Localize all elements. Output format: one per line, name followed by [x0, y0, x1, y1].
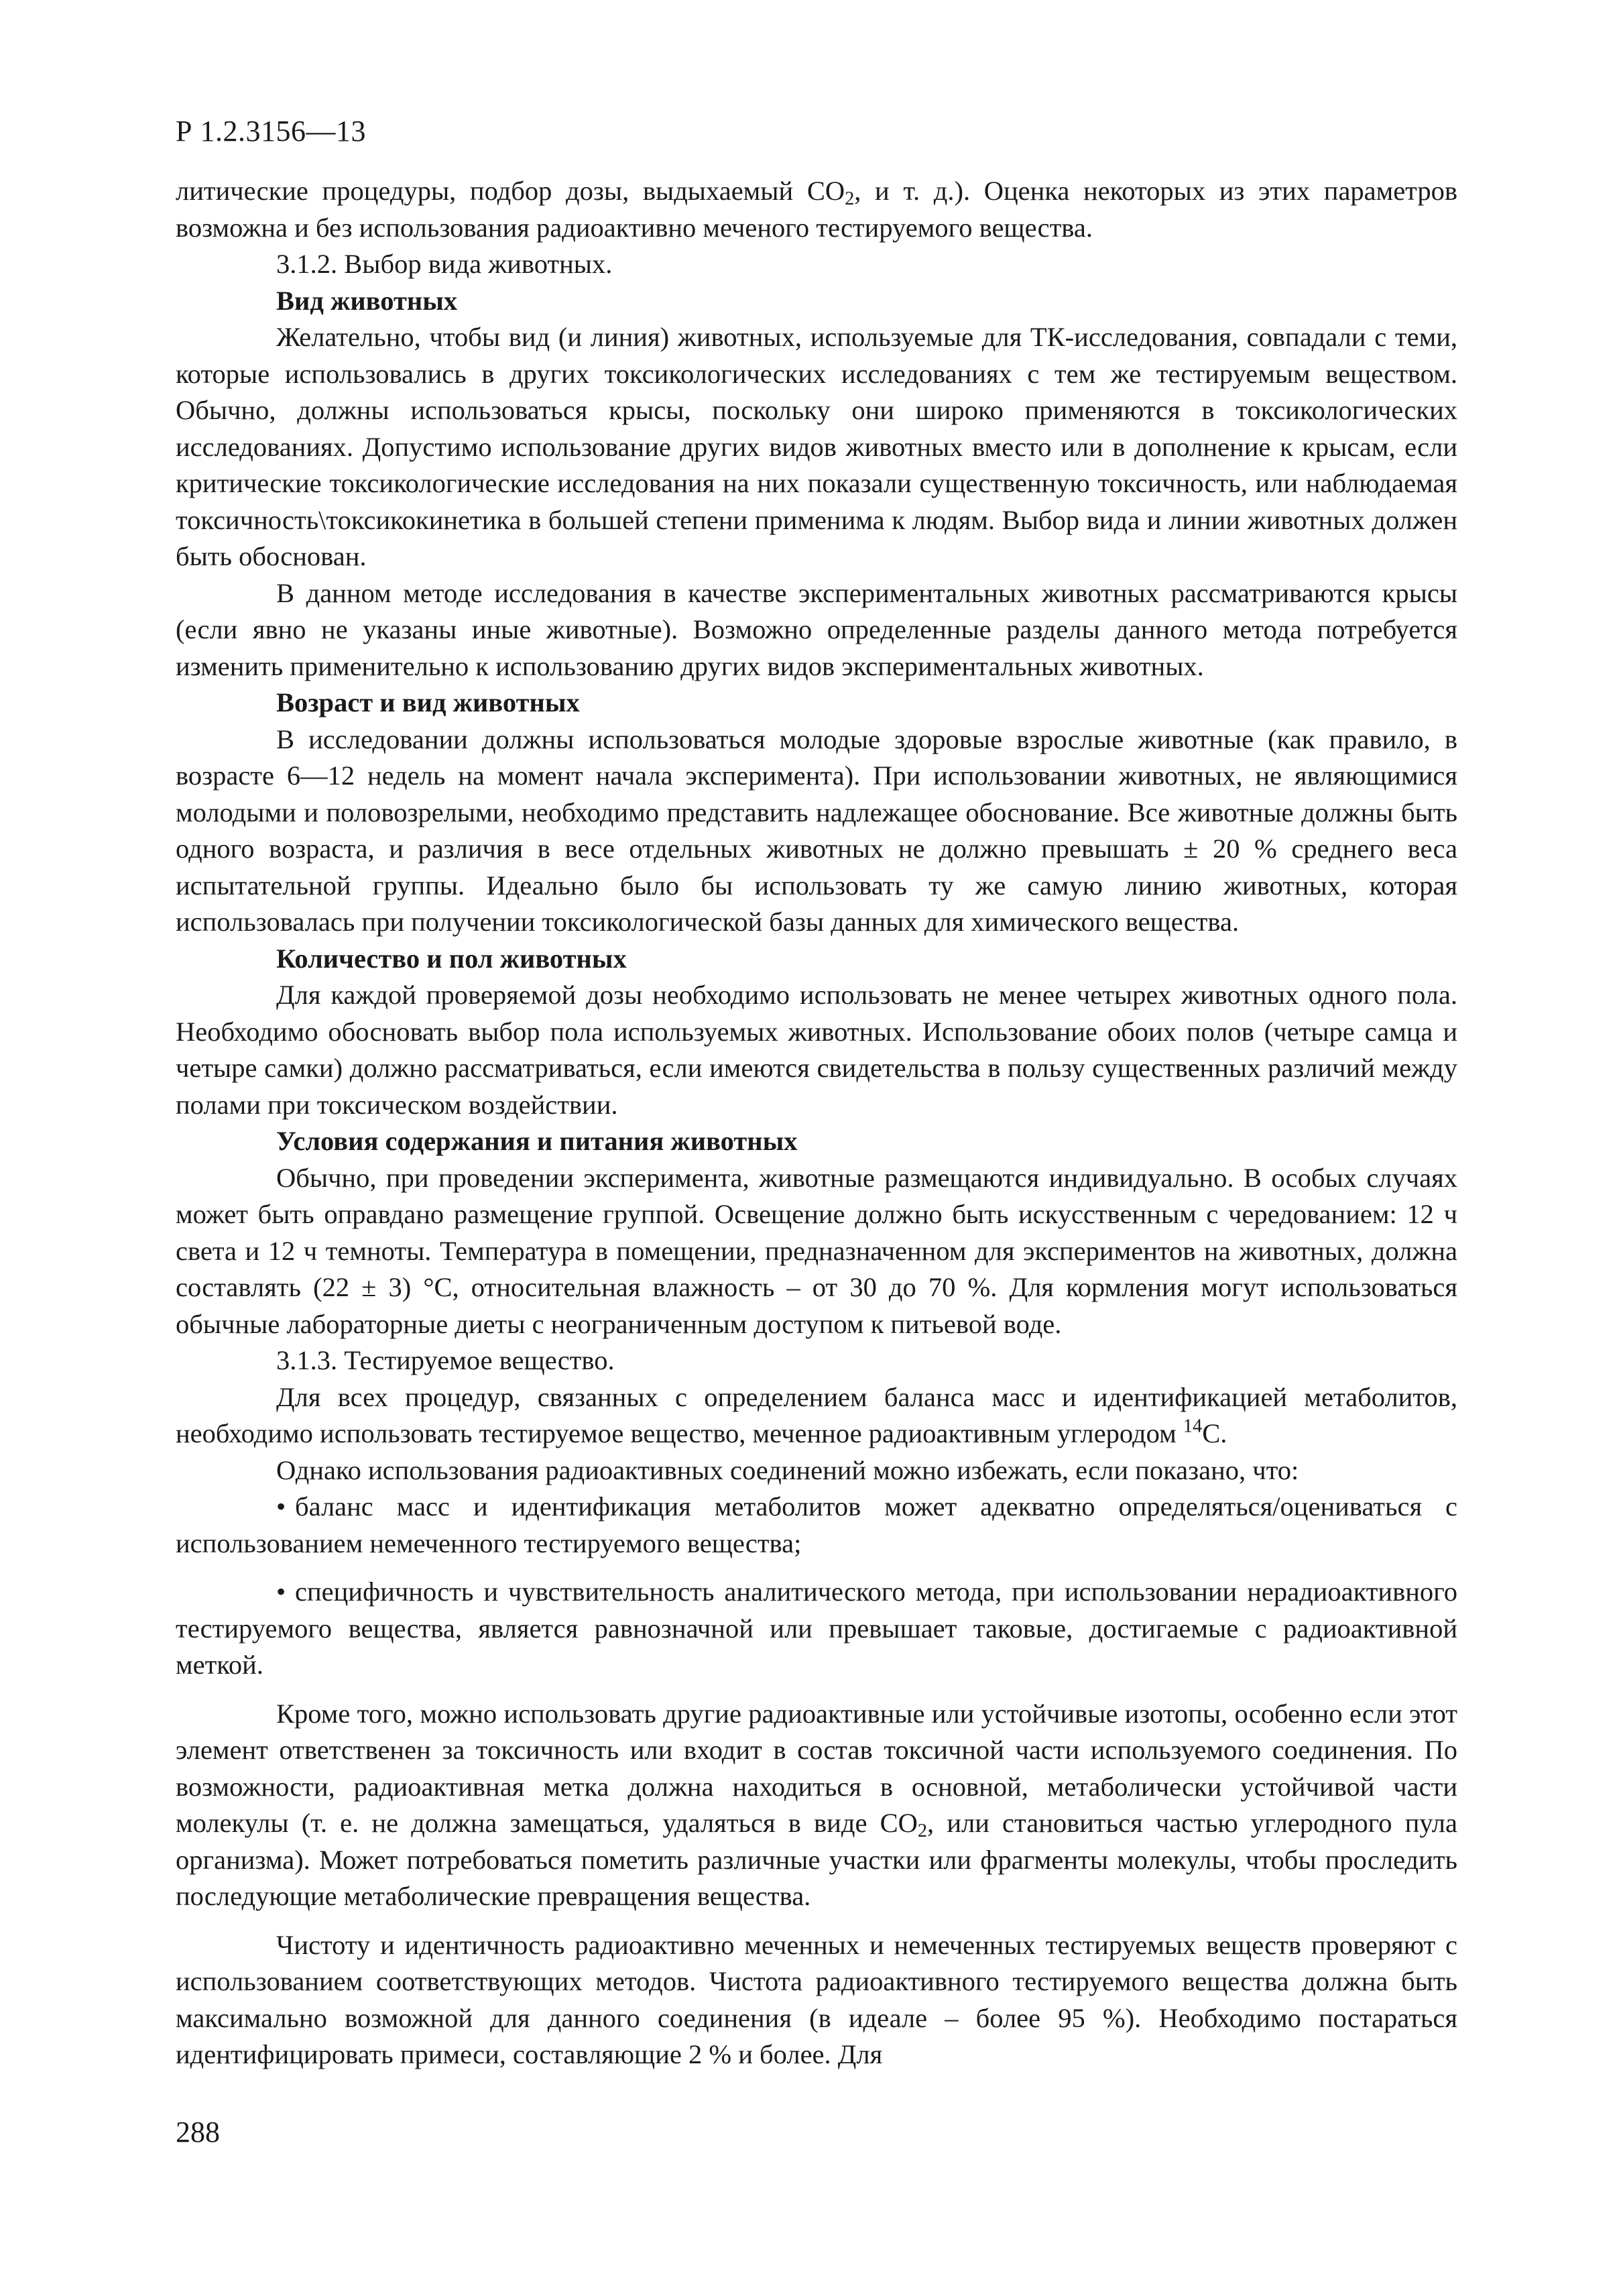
- heading-housing: Условия содержания и питания животных: [276, 1126, 798, 1156]
- bullet-text: баланс масс и идентификация метаболитов может адекватно определяться/оцениваться с использованием немеченного тестируемого вещества;: [176, 1491, 1457, 1558]
- paragraph-isotopes: [176, 1696, 1457, 1915]
- document-code: Р 1.2.3156—13: [176, 115, 366, 148]
- paragraph-isotopes-end: , или становиться частью углеродного пула организма). Может потребоваться пометить различные участки или фрагменты молекулы, чтобы проследить последующие метаболические превращения вещества.: [176, 1808, 1457, 1911]
- paragraph-housing: Обычно, при проведении эксперимента, животные размещаются индивидуально. В особых случаях может быть оправдано размещение группой. Освещение должно быть искусственным с чередованием: 12 ч света и 12 ч темноты. Температура в помещении, предназначенном для экспериментов на животных, должна составлять (22 ± 3) °С, относительная влажность – от 30 до 70 %. Для кормления могут использоваться обычные лабораторные диеты с неограниченным доступом к питьевой воде.: [176, 1162, 1457, 1339]
- document-body: [176, 173, 1457, 2073]
- heading-age: Возраст и вид животных: [276, 687, 580, 718]
- bullet-text: специфичность и чувствительность аналитического метода, при использовании нерадиоактивного тестируемого вещества, является равнозначной или превышает таковые, достигаемые с радиоактивной меткой.: [176, 1576, 1457, 1680]
- section-3-1-2: 3.1.2. Выбор вида животных.: [276, 249, 613, 279]
- paragraph-continuation: [176, 173, 1457, 246]
- paragraph-text-end: , и т. д.). Оценка некоторых из этих параметров возможна и без использования радиоактивно меченого тестируемого вещества.: [176, 176, 1457, 243]
- paragraph-method: В данном методе исследования в качестве экспериментальных животных рассматриваются крысы (если явно не указаны иные животные). Возможно определенные разделы данного метода потребуется изменить применительно к использованию других видов экспериментальных животных.: [176, 577, 1457, 681]
- heading-count: Количество и пол животных: [276, 943, 627, 974]
- bullet-item: [176, 1489, 1457, 1562]
- paragraph-count: Для каждой проверяемой дозы необходимо использовать не менее четырех животных одного пола. Необходимо обосновать выбор пола используемых животных. Использование обоих полов (четыре самца и четыре самки) должно рассматриваться, если имеются свидетельства в пользу существенных различий между полами при токсическом воздействии.: [176, 980, 1457, 1120]
- paragraph-text: литические процедуры, подбор дозы, выдыхаемый CO: [176, 176, 845, 206]
- co2-subscript: 2: [917, 1821, 928, 1842]
- bullet-item: [176, 1574, 1457, 1684]
- heading-species: Вид животных: [276, 285, 458, 316]
- paragraph-avoid: Однако использования радиоактивных соединений можно избежать, если показано, что:: [276, 1454, 1299, 1485]
- paragraph-label: [176, 1379, 1457, 1452]
- c14-superscript: 14: [1183, 1416, 1203, 1437]
- paragraph-isotopes-text: Кроме того, можно использовать другие радиоактивные или устойчивые изотопы, особенно если этот элемент ответственен за токсичность или входит в состав токсичной части используемого соединения. По возможности, радиоактивная метка должна находиться в основной, метаболически устойчивой части молекулы (т. е. не должна замещаться, удаляться в виде CO: [176, 1698, 1457, 1838]
- bullet-icon: •: [276, 1576, 286, 1607]
- bullet-icon: •: [276, 1491, 286, 1522]
- paragraph-age: В исследовании должны использоваться молодые здоровые взрослые животные (как правило, в возрасте 6—12 недель на момент начала эксперимента). При использовании животных, не являющимися молодыми и половозрелыми, необходимо представить надлежащее обоснование. Все животные должны быть одного возраста, и различия в весе отдельных животных не должно превышать ± 20 % среднего веса испытательной группы. Идеально было бы использовать ту же самую линию животных, которая использовалась при получении токсикологической базы данных для химического вещества.: [176, 724, 1457, 937]
- paragraph-label-end: С.: [1202, 1418, 1227, 1448]
- page-number: 288: [176, 2116, 220, 2148]
- paragraph-species: Желательно, чтобы вид (и линия) животных, используемые для ТК-исследования, совпадали с теми, которые использовались в других токсикологических исследованиях с тем же тестируемым веществом. Обычно, должны использоваться крысы, поскольку они широко применяются в токсикологических исследованиях. Допустимо использование других видов животных вместо или в дополнение к крысам, если критические токсикологические исследования на них показали существенную токсичность, или наблюдаемая токсичность\токсикокинетика в большей степени применима к людям. Выбор вида и линии животных должен быть обоснован.: [176, 322, 1457, 571]
- section-3-1-3: 3.1.3. Тестируемое вещество.: [276, 1345, 615, 1375]
- paragraph-label-text: Для всех процедур, связанных с определением баланса масс и идентификацией метаболитов, необходимо использовать тестируемое вещество, меченное радиоактивным углеродом: [176, 1381, 1457, 1448]
- paragraph-purity: Чистоту и идентичность радиоактивно меченных и немеченных тестируемых веществ проверяют с использованием соответствующих методов. Чистота радиоактивного тестируемого вещества должна быть максимально возможной для данного соединения (в идеале – более 95 %). Необходимо постараться идентифицировать примеси, составляющие 2 % и более. Для: [176, 1929, 1457, 2069]
- co2-subscript: 2: [845, 188, 855, 210]
